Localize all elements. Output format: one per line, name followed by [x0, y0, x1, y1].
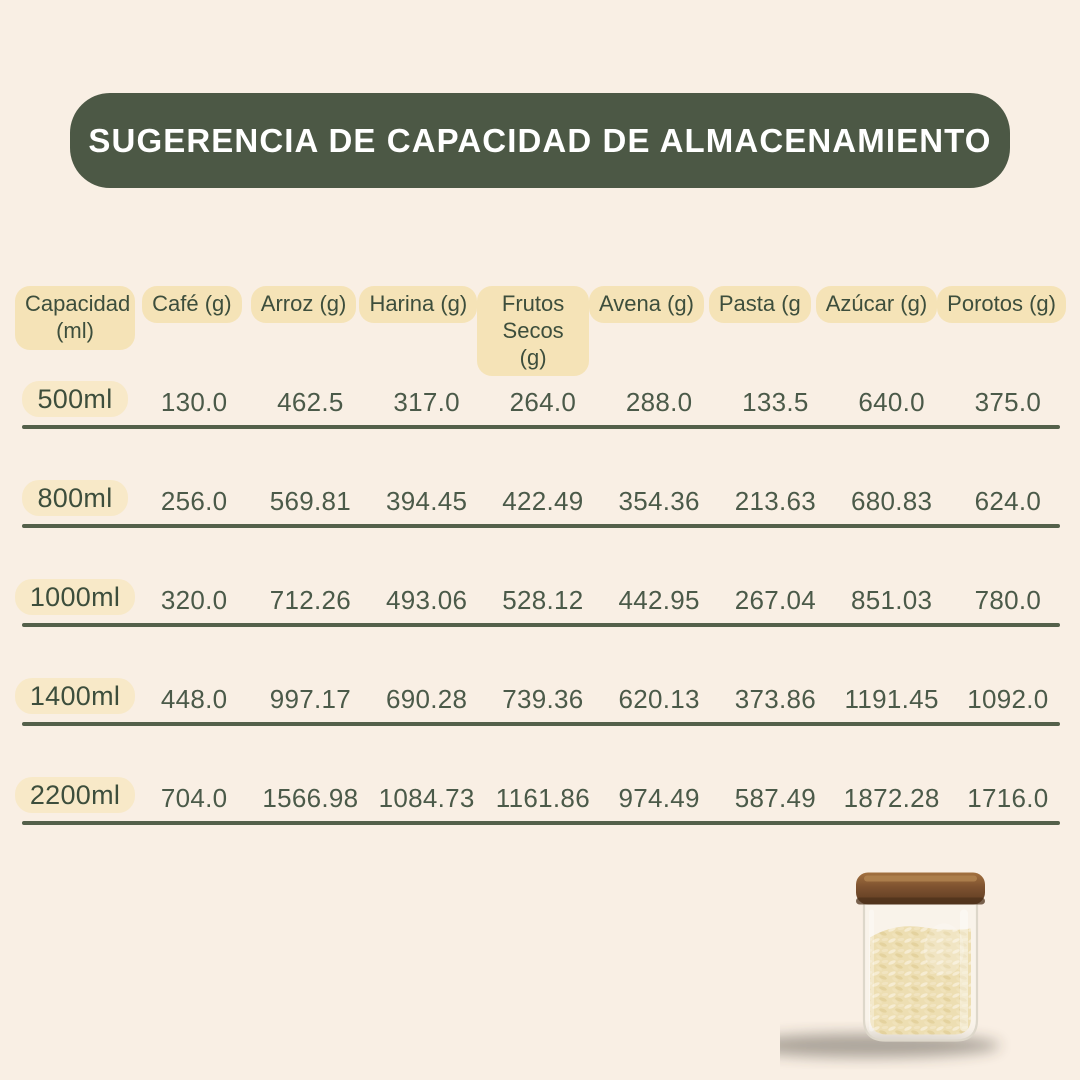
value-cell: 624.0: [974, 486, 1042, 517]
value-cell: 422.49: [502, 486, 584, 517]
value-cell: 587.49: [734, 783, 817, 814]
value-cell: 851.03: [850, 585, 933, 616]
value-cell: 288.0: [625, 387, 693, 418]
value-cell: 690.28: [385, 684, 468, 715]
glass-highlight-left: [869, 910, 874, 1032]
table-row-800ml: [14, 429, 1066, 528]
header-cell-avena: Avena (g): [589, 286, 704, 323]
header-cell-cafe: Café (g): [136, 286, 248, 323]
header-cell-azucar: Azúcar (g): [816, 286, 937, 323]
value-cell: 997.17: [269, 684, 352, 715]
value-cell: 130.0: [160, 387, 228, 418]
row-label: 800ml: [22, 480, 127, 516]
value-cell: 1191.45: [844, 684, 939, 715]
value-cell: 704.0: [160, 783, 228, 814]
value-cell: 620.13: [618, 684, 700, 715]
value-cell: 375.0: [974, 387, 1042, 418]
table-row-1000ml: [14, 528, 1066, 627]
header-cell-capacidad: Capacidad (ml): [14, 286, 136, 350]
value-cell: 354.36: [618, 486, 700, 517]
value-cell: 974.49: [618, 783, 700, 814]
value-cell: 394.45: [385, 486, 468, 517]
value-cell: 317.0: [393, 387, 460, 418]
lid-rim: [856, 898, 985, 905]
value-cell: 780.0: [974, 585, 1042, 616]
row-label: 500ml: [22, 381, 127, 417]
value-cell: 569.81: [269, 486, 352, 517]
table-header-row: [14, 283, 1066, 376]
rice-jar-image: [780, 849, 1080, 1080]
header-cell-frutos-secos: Frutos Secos (g): [477, 286, 589, 376]
header-cell-porotos: Porotos (g): [937, 286, 1066, 323]
value-cell: 712.26: [269, 585, 352, 616]
header-cell-arroz: Arroz (g): [248, 286, 360, 323]
value-cell: 680.83: [850, 486, 933, 517]
table-row-2200ml: [14, 726, 1066, 825]
header-cell-harina: Harina (g): [359, 286, 477, 323]
value-cell: 256.0: [160, 486, 228, 517]
value-cell: 442.95: [618, 585, 700, 616]
value-cell: 462.5: [277, 387, 344, 418]
value-cell: 373.86: [734, 684, 817, 715]
row-label: 1400ml: [15, 678, 135, 714]
value-cell: 448.0: [160, 684, 228, 715]
glass-highlight-right: [960, 910, 968, 1032]
row-label: 2200ml: [15, 777, 135, 813]
capacity-table: [14, 283, 1066, 825]
value-cell: 528.12: [502, 585, 584, 616]
value-cell: 267.04: [734, 585, 817, 616]
header-cell-pasta: Pasta (g: [704, 286, 816, 323]
value-cell: 1566.98: [262, 783, 359, 814]
table-row-500ml: [14, 376, 1066, 429]
value-cell: 320.0: [160, 585, 228, 616]
row-label: 1000ml: [15, 579, 135, 615]
page-title: SUGERENCIA DE CAPACIDAD DE ALMACENAMIENTO: [88, 121, 992, 159]
table-row-1400ml: [14, 627, 1066, 726]
title-banner: [70, 93, 1010, 188]
value-cell: 493.06: [385, 585, 468, 616]
value-cell: 213.63: [734, 486, 817, 517]
value-cell: 640.0: [858, 387, 925, 418]
rice-highlight: [924, 924, 964, 976]
value-cell: 133.5: [742, 387, 809, 418]
value-cell: 1872.28: [843, 783, 940, 814]
value-cell: 1084.73: [378, 783, 475, 814]
value-cell: 1716.0: [967, 783, 1049, 814]
value-cell: 1092.0: [967, 684, 1049, 715]
value-cell: 739.36: [502, 684, 584, 715]
value-cell: 264.0: [509, 387, 577, 418]
lid-top-face: [864, 876, 977, 882]
value-cell: 1161.86: [495, 783, 590, 814]
